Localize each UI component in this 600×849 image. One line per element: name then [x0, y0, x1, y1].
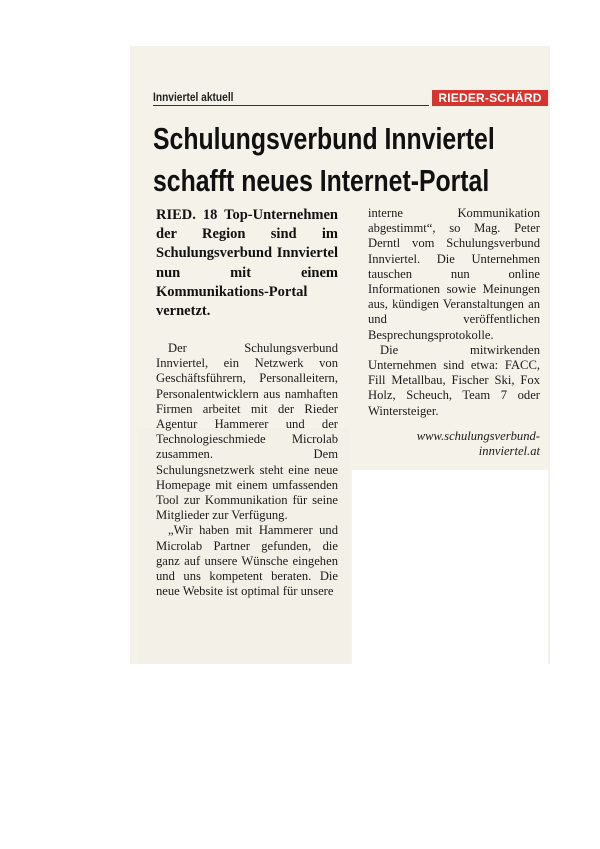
headline — [153, 118, 495, 202]
headline-line-2: schafft neues Internet-Portal — [153, 163, 490, 198]
brand-badge: RIEDER-SCHÄRD — [432, 90, 548, 106]
website-url: www.schulungsverbund-innviertel.at — [416, 429, 540, 459]
body-paragraph-3: interne Kommunikation abgestimmt“, so Mag. Peter Derntl vom Schulungsverbund Innviertel. Die Unternehmen tauschen nun online Informationen sowie Meinungen aus, kündigen Veranstaltungen an und veröffentlichen Besprechungsprotokolle. — [368, 206, 540, 342]
bleed-through-right — [352, 470, 548, 664]
column-1 — [156, 341, 338, 599]
section-label: Innviertel aktuell — [153, 90, 234, 104]
body-paragraph-2: „Wir haben mit Hammerer und Microlab Partner gefunden, die ganz auf unsere Wünsche eingehen und uns kompetent beraten. Die neue Website ist optimal für unsere — [156, 523, 338, 599]
header-rule — [153, 105, 429, 106]
column-2 — [368, 206, 540, 419]
body-paragraph-4: Die mitwirkenden Unternehmen sind etwa: FACC, Fill Metallbau, Fischer Ski, Fox Holz, Scheuch, Team 7 oder Wintersteiger. — [368, 342, 540, 418]
headline-line-1: Schulungsverbund Innviertel — [153, 121, 495, 156]
lead-paragraph: RIED. 18 Top-Unternehmen der Region sind im Schulungsverbund Innviertel nun mit einem Kommunikations-Portal vernetzt. — [156, 207, 338, 320]
body-paragraph-1: Der Schulungsverbund Innviertel, ein Netzwerk von Geschäftsführern, Personalleitern, Personalentwicklern aus namhaften Firmen arbeitet mit der Rieder Agentur Hammerer und der Technologieschmiede Microlab zusammen. Dem Schulungsnetzwerk steht eine neue Homepage mit einem umfassenden Tool zur Kommunikation für seine Mitglieder zur Verfügung. — [156, 341, 338, 523]
